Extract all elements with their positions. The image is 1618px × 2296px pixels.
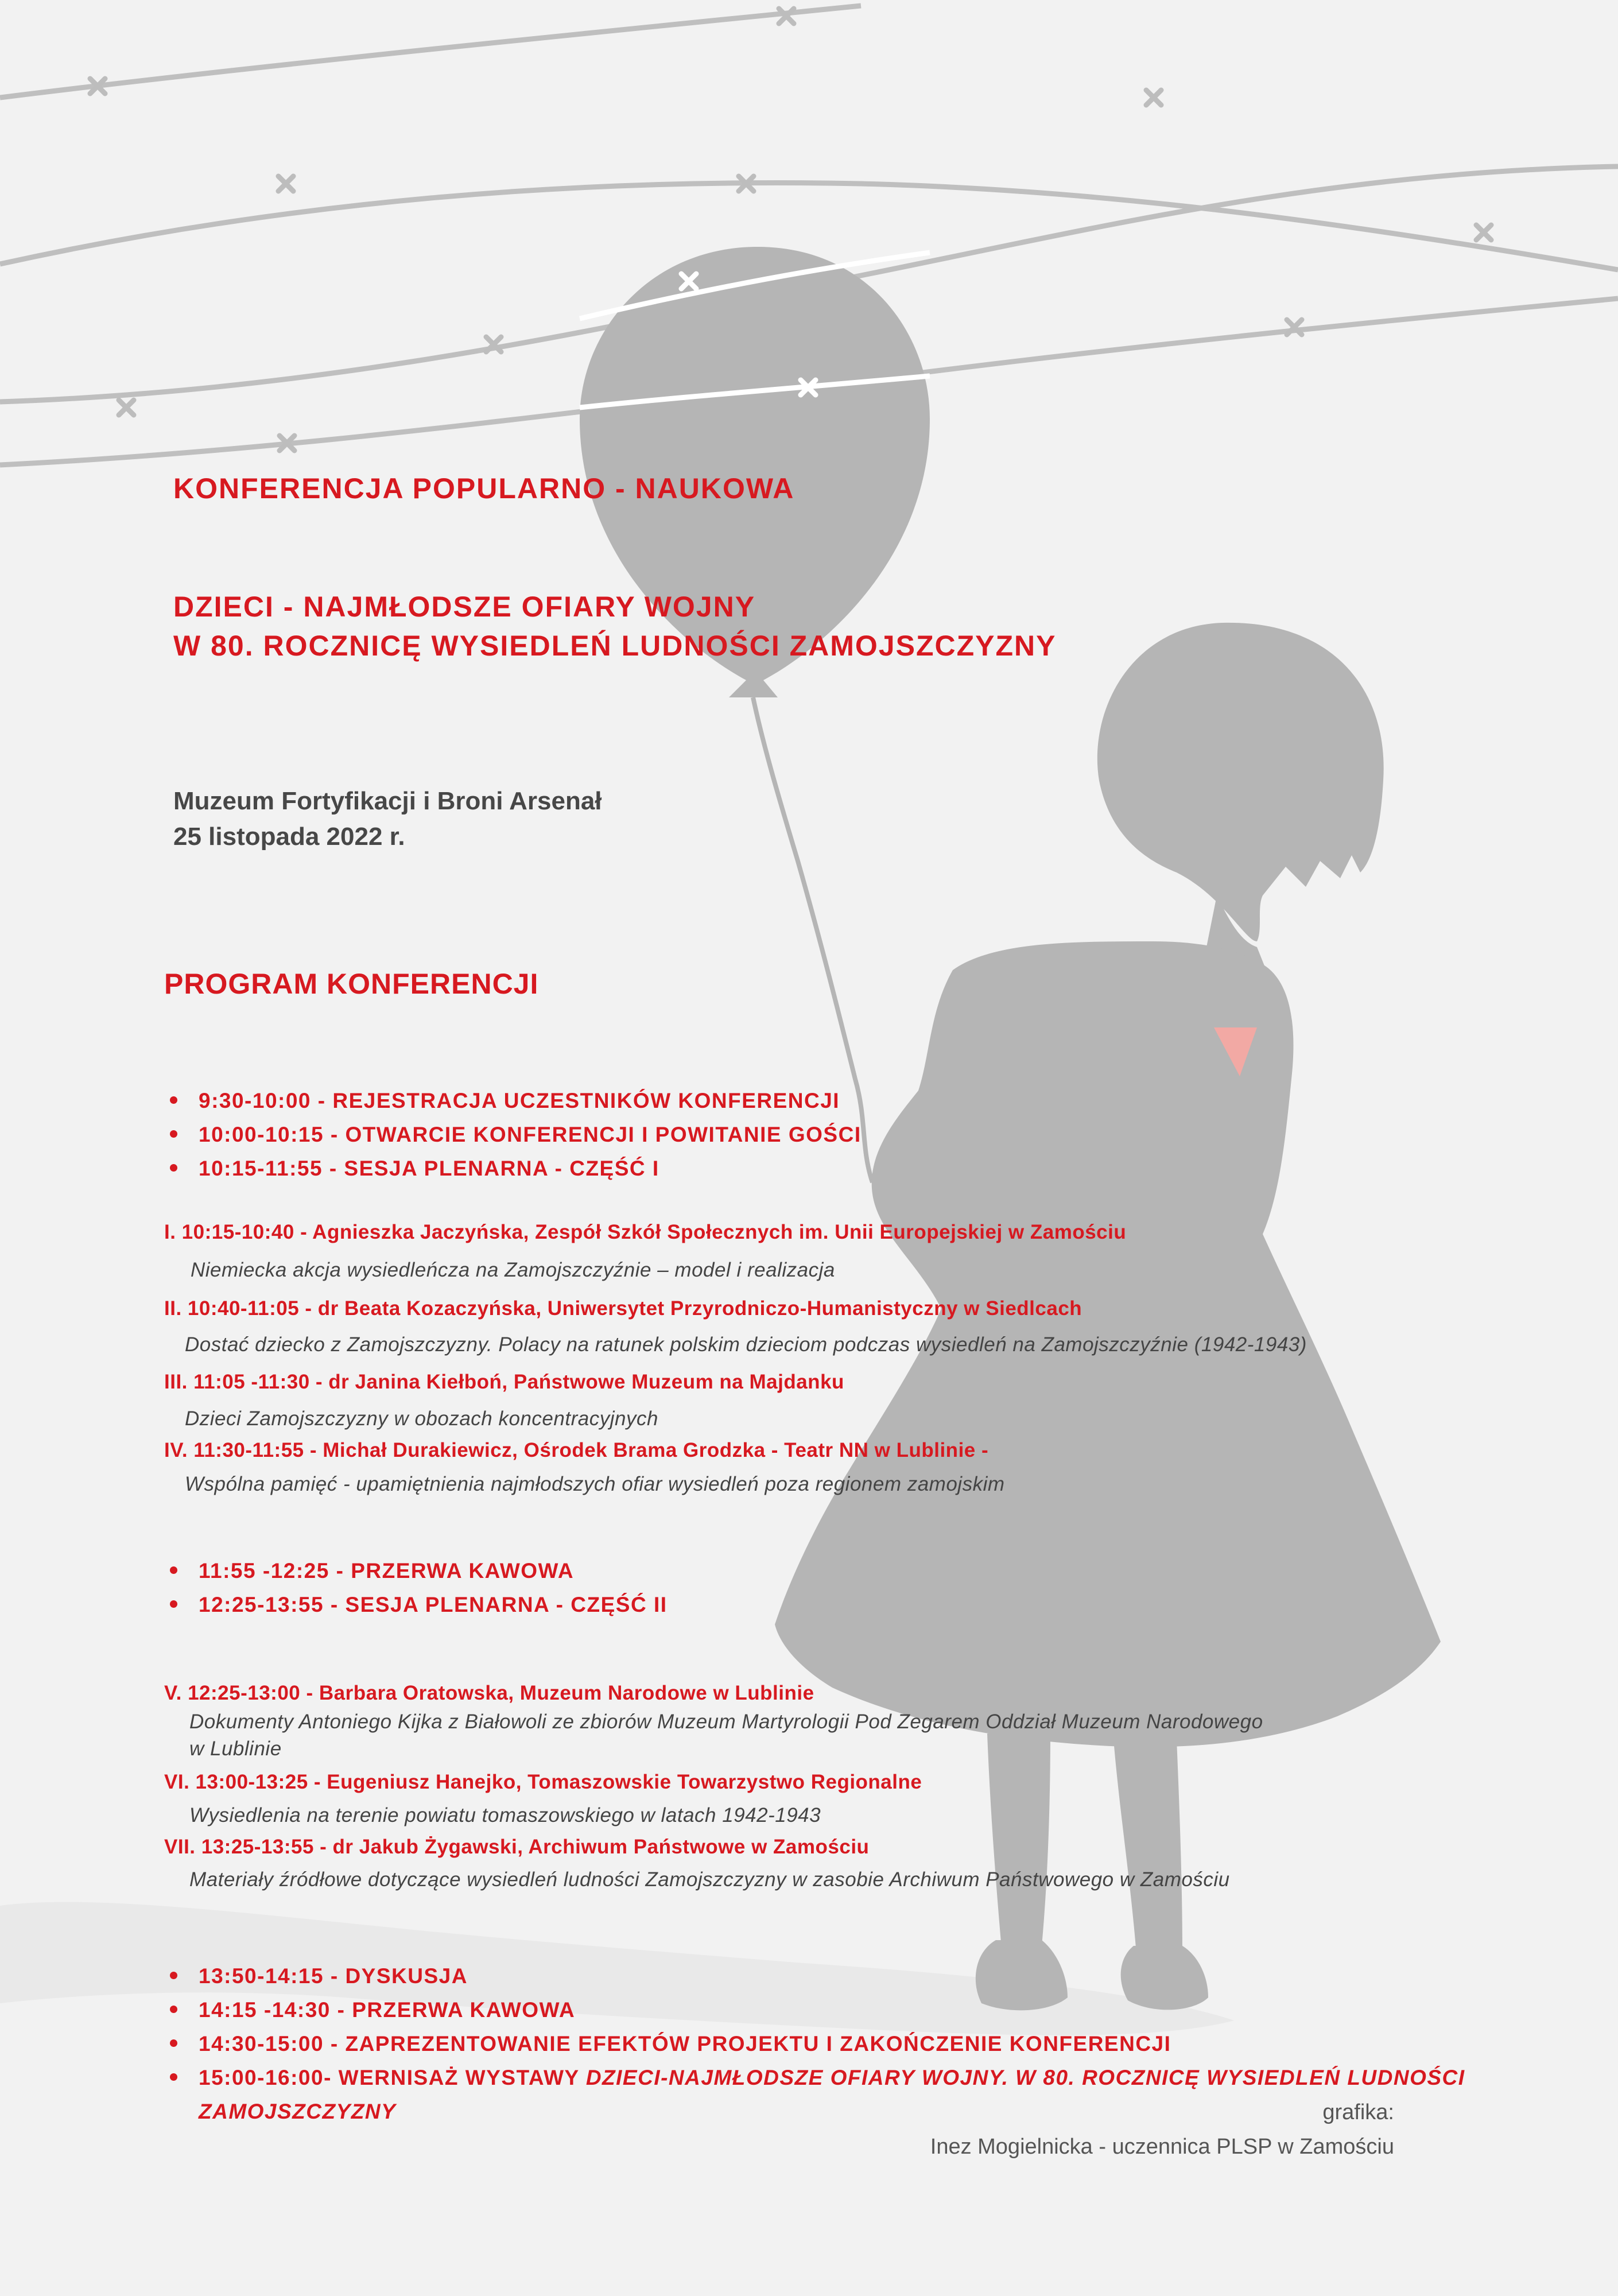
talk-speaker: II. 10:40-11:05 - dr Beata Kozaczyńska, Uniwersytet Przyrodniczo-Humanistyczny w Siedlcach — [164, 1297, 1082, 1320]
list-item: 11:55 -12:25 - PRZERWA KAWOWA — [164, 1554, 668, 1588]
exhibition-title-line1: DZIECI-NAJMŁODSZE OFIARY WOJNY. W 80. ROCZNICĘ WYSIEDLEŃ LUDNOŚCI — [585, 2066, 1465, 2089]
talk-title: Niemiecka akcja wysiedleńcza na Zamojszczyźnie – model i realizacja — [191, 1259, 835, 1281]
talk-title: Dzieci Zamojszczyzny w obozach koncentracyjnych — [185, 1407, 658, 1430]
talk-speaker: IV. 11:30-11:55 - Michał Durakiewicz, Ośrodek Brama Grodzka - Teatr NN w Lublinie - — [164, 1439, 989, 1461]
venue-block — [173, 784, 602, 855]
graphic-credit — [930, 2095, 1394, 2164]
venue-date: 25 listopada 2022 r. — [173, 823, 405, 851]
program-heading: PROGRAM KONFERENCJI — [164, 968, 539, 1000]
program-block-1 — [164, 1084, 862, 1185]
talk-title: Materiały źródłowe dotyczące wysiedleń ludności Zamojszczyzny w zasobie Archiwum Państwowego w Zamościu — [189, 1868, 1230, 1891]
list-item: 14:30-15:00 - ZAPREZENTOWANIE EFEKTÓW PROJEKTU I ZAKOŃCZENIE KONFERENCJI — [164, 2027, 1465, 2061]
credit-author: Inez Mogielnicka - uczennica PLSP w Zamościu — [930, 2135, 1394, 2159]
venue-place: Muzeum Fortyfikacji i Broni Arsenał — [173, 787, 602, 815]
talk-title: Dostać dziecko z Zamojszczyzny. Polacy na ratunek polskim dzieciom podczas wysiedleń na Zamojszczyźnie (1942-1943) — [185, 1333, 1307, 1356]
talk-speaker: V. 12:25-13:00 - Barbara Oratowska, Muzeum Narodowe w Lublinie — [164, 1682, 814, 1704]
exhibition-title-line2: ZAMOJSZCZYZNY — [199, 2100, 397, 2123]
conference-type: KONFERENCJA POPULARNO - NAUKOWA — [173, 472, 795, 505]
list-item: 9:30-10:00 - REJESTRACJA UCZESTNIKÓW KONFERENCJI — [164, 1084, 862, 1118]
talk-title: Wysiedlenia na terenie powiatu tomaszowskiego w latach 1942-1943 — [189, 1804, 821, 1826]
list-item: 10:00-10:15 - OTWARCIE KONFERENCJI I POWITANIE GOŚCI — [164, 1118, 862, 1151]
talk-title: Dokumenty Antoniego Kijka z Białowoli ze zbiorów Muzeum Martyrologii Pod Zegarem Oddział Muzeum Narodowego — [189, 1711, 1263, 1733]
conference-title-line2: W 80. ROCZNICĘ WYSIEDLEŃ LUDNOŚCI ZAMOJSZCZYZNY — [173, 630, 1057, 662]
list-item: 10:15-11:55 - SESJA PLENARNA - CZĘŚĆ I — [164, 1151, 862, 1185]
talk-speaker: III. 11:05 -11:30 - dr Janina Kiełboń, Państwowe Muzeum na Majdanku — [164, 1371, 844, 1393]
list-item: 14:15 -14:30 - PRZERWA KAWOWA — [164, 1993, 1465, 2027]
talk-speaker: VII. 13:25-13:55 - dr Jakub Żygawski, Archiwum Państwowe w Zamościu — [164, 1836, 870, 1858]
talk-speaker: I. 10:15-10:40 - Agnieszka Jaczyńska, Zespół Szkół Społecznych im. Unii Europejskiej w Zamościu — [164, 1221, 1127, 1243]
list-item: 12:25-13:55 - SESJA PLENARNA - CZĘŚĆ II — [164, 1588, 668, 1622]
program-block-2 — [164, 1554, 668, 1622]
talk-title: Wspólna pamięć - upamiętnienia najmłodszych ofiar wysiedleń poza regionem zamojskim — [185, 1473, 1005, 1495]
conference-title-line1: DZIECI - NAJMŁODSZE OFIARY WOJNY — [173, 591, 756, 623]
talk-title-continued: w Lublinie — [189, 1737, 282, 1760]
final-item-prefix: 15:00-16:00- WERNISAŻ WYSTAWY — [199, 2066, 586, 2089]
list-item: 13:50-14:15 - DYSKUSJA — [164, 1959, 1465, 1993]
credit-label: grafika: — [1322, 2100, 1394, 2124]
talk-speaker: VI. 13:00-13:25 - Eugeniusz Hanejko, Tomaszowskie Towarzystwo Regionalne — [164, 1771, 922, 1793]
